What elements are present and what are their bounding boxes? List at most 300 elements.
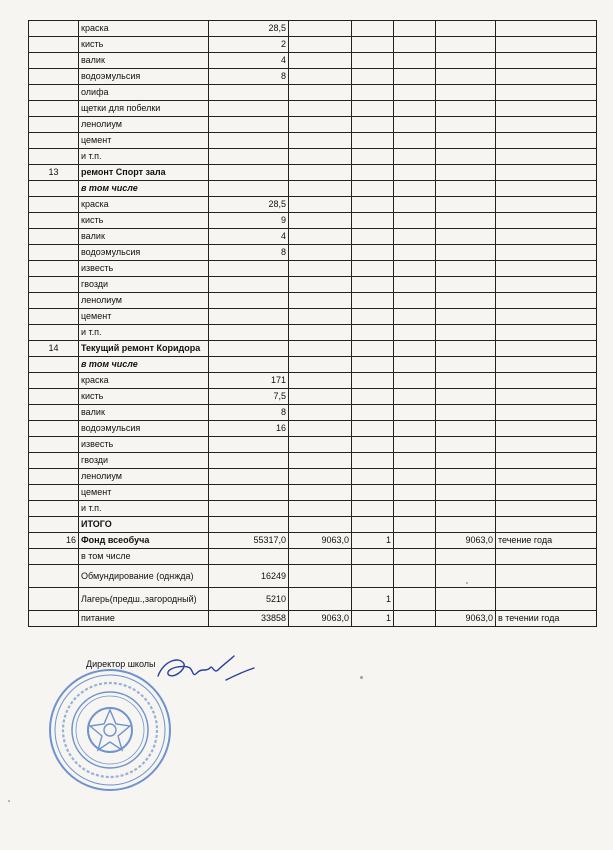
col-6-value xyxy=(436,517,496,533)
col-3-value xyxy=(289,101,352,117)
table-row xyxy=(29,213,597,229)
row-number xyxy=(29,277,79,293)
col-4-value xyxy=(352,21,394,37)
col-4-value xyxy=(352,453,394,469)
col-4-value xyxy=(352,165,394,181)
table-row xyxy=(29,611,597,627)
col-4-value xyxy=(352,85,394,101)
col-3-value xyxy=(289,421,352,437)
item-name: ремонт Спорт зала xyxy=(79,165,209,181)
col-4-value xyxy=(352,181,394,197)
col-6-value xyxy=(436,588,496,611)
col-5-value xyxy=(394,181,436,197)
row-number xyxy=(29,245,79,261)
amount xyxy=(209,149,289,165)
col-6-value: 9063,0 xyxy=(436,533,496,549)
col-5-value xyxy=(394,133,436,149)
col-5-value xyxy=(394,437,436,453)
col-4-value xyxy=(352,245,394,261)
col-4-value xyxy=(352,485,394,501)
col-3-value xyxy=(289,149,352,165)
amount: 28,5 xyxy=(209,21,289,37)
table-row xyxy=(29,277,597,293)
col-6-value xyxy=(436,373,496,389)
row-number xyxy=(29,421,79,437)
note xyxy=(496,165,597,181)
note xyxy=(496,469,597,485)
row-number xyxy=(29,611,79,627)
col-5-value xyxy=(394,53,436,69)
table-row xyxy=(29,261,597,277)
table-row xyxy=(29,293,597,309)
item-name: ленолиум xyxy=(79,117,209,133)
amount: 171 xyxy=(209,373,289,389)
col-3-value xyxy=(289,389,352,405)
col-3-value xyxy=(289,181,352,197)
col-3-value xyxy=(289,485,352,501)
item-name: в том числе xyxy=(79,181,209,197)
amount: 8 xyxy=(209,245,289,261)
col-3-value xyxy=(289,501,352,517)
note xyxy=(496,53,597,69)
table-row xyxy=(29,197,597,213)
table-row xyxy=(29,437,597,453)
col-6-value xyxy=(436,565,496,588)
table-row xyxy=(29,533,597,549)
amount xyxy=(209,309,289,325)
col-4-value xyxy=(352,517,394,533)
row-number xyxy=(29,437,79,453)
col-3-value: 9063,0 xyxy=(289,611,352,627)
col-6-value xyxy=(436,117,496,133)
col-4-value xyxy=(352,277,394,293)
col-4-value: 1 xyxy=(352,533,394,549)
col-5-value xyxy=(394,469,436,485)
item-name: ИТОГО xyxy=(79,517,209,533)
col-3-value xyxy=(289,165,352,181)
item-name: гвозди xyxy=(79,453,209,469)
col-3-value xyxy=(289,37,352,53)
col-4-value xyxy=(352,69,394,85)
col-5-value xyxy=(394,588,436,611)
note xyxy=(496,37,597,53)
col-3-value xyxy=(289,85,352,101)
item-name: краска xyxy=(79,373,209,389)
col-5-value xyxy=(394,565,436,588)
scan-speck xyxy=(466,582,468,584)
table-body xyxy=(29,21,597,627)
note xyxy=(496,213,597,229)
amount xyxy=(209,517,289,533)
note xyxy=(496,85,597,101)
col-3-value xyxy=(289,341,352,357)
item-name: олифа xyxy=(79,85,209,101)
table-row xyxy=(29,21,597,37)
col-5-value xyxy=(394,261,436,277)
note xyxy=(496,357,597,373)
col-3-value xyxy=(289,437,352,453)
table-row xyxy=(29,117,597,133)
col-6-value xyxy=(436,149,496,165)
col-5-value xyxy=(394,293,436,309)
amount: 7,5 xyxy=(209,389,289,405)
table-row xyxy=(29,517,597,533)
table-row xyxy=(29,453,597,469)
col-6-value xyxy=(436,181,496,197)
note xyxy=(496,453,597,469)
col-3-value xyxy=(289,309,352,325)
item-name: краска xyxy=(79,197,209,213)
col-6-value xyxy=(436,101,496,117)
col-3-value xyxy=(289,293,352,309)
table-row xyxy=(29,229,597,245)
col-4-value: 1 xyxy=(352,611,394,627)
row-number xyxy=(29,517,79,533)
col-4-value xyxy=(352,501,394,517)
col-5-value xyxy=(394,213,436,229)
row-number xyxy=(29,469,79,485)
col-4-value xyxy=(352,373,394,389)
note xyxy=(496,405,597,421)
row-number xyxy=(29,309,79,325)
table-row xyxy=(29,565,597,588)
row-number xyxy=(29,101,79,117)
col-3-value xyxy=(289,565,352,588)
col-3-value xyxy=(289,21,352,37)
col-3-value xyxy=(289,197,352,213)
amount xyxy=(209,501,289,517)
row-number xyxy=(29,69,79,85)
item-name: Обмундирование (однжда) xyxy=(79,565,209,588)
note xyxy=(496,485,597,501)
table-row xyxy=(29,181,597,197)
item-name: кисть xyxy=(79,389,209,405)
table-row xyxy=(29,133,597,149)
table-row xyxy=(29,421,597,437)
col-5-value xyxy=(394,309,436,325)
row-number xyxy=(29,21,79,37)
note xyxy=(496,21,597,37)
amount xyxy=(209,277,289,293)
amount xyxy=(209,85,289,101)
item-name: валик xyxy=(79,53,209,69)
item-name: в том числе xyxy=(79,357,209,373)
amount: 33858 xyxy=(209,611,289,627)
row-number xyxy=(29,325,79,341)
col-6-value xyxy=(436,325,496,341)
table-row xyxy=(29,588,597,611)
item-name: валик xyxy=(79,405,209,421)
note xyxy=(496,149,597,165)
col-6-value: 9063,0 xyxy=(436,611,496,627)
amount xyxy=(209,165,289,181)
col-5-value xyxy=(394,373,436,389)
col-4-value xyxy=(352,405,394,421)
amount xyxy=(209,293,289,309)
table-row xyxy=(29,485,597,501)
col-6-value xyxy=(436,85,496,101)
col-3-value xyxy=(289,229,352,245)
col-4-value xyxy=(352,53,394,69)
amount xyxy=(209,453,289,469)
row-number xyxy=(29,181,79,197)
note xyxy=(496,293,597,309)
col-6-value xyxy=(436,437,496,453)
col-6-value xyxy=(436,549,496,565)
note xyxy=(496,101,597,117)
col-3-value xyxy=(289,517,352,533)
col-3-value xyxy=(289,133,352,149)
item-name: водоэмульсия xyxy=(79,421,209,437)
item-name: краска xyxy=(79,21,209,37)
note xyxy=(496,373,597,389)
amount: 4 xyxy=(209,229,289,245)
col-4-value xyxy=(352,357,394,373)
col-4-value xyxy=(352,341,394,357)
amount xyxy=(209,469,289,485)
col-4-value xyxy=(352,549,394,565)
col-4-value xyxy=(352,389,394,405)
col-5-value xyxy=(394,485,436,501)
col-5-value xyxy=(394,533,436,549)
col-4-value xyxy=(352,197,394,213)
amount xyxy=(209,133,289,149)
col-6-value xyxy=(436,245,496,261)
table-row xyxy=(29,341,597,357)
note: в течении года xyxy=(496,611,597,627)
note xyxy=(496,69,597,85)
item-name: цемент xyxy=(79,485,209,501)
table-row xyxy=(29,373,597,389)
note xyxy=(496,389,597,405)
col-4-value xyxy=(352,293,394,309)
item-name: гвозди xyxy=(79,277,209,293)
col-5-value xyxy=(394,69,436,85)
row-number xyxy=(29,549,79,565)
note xyxy=(496,565,597,588)
col-3-value xyxy=(289,453,352,469)
col-4-value xyxy=(352,229,394,245)
col-5-value xyxy=(394,325,436,341)
amount: 2 xyxy=(209,37,289,53)
note xyxy=(496,501,597,517)
col-5-value xyxy=(394,149,436,165)
item-name: щетки для побелки xyxy=(79,101,209,117)
amount: 9 xyxy=(209,213,289,229)
item-name: известь xyxy=(79,261,209,277)
col-5-value xyxy=(394,549,436,565)
col-3-value xyxy=(289,325,352,341)
col-3-value xyxy=(289,357,352,373)
amount xyxy=(209,437,289,453)
col-3-value xyxy=(289,469,352,485)
amount xyxy=(209,325,289,341)
item-name: кисть xyxy=(79,37,209,53)
note xyxy=(496,277,597,293)
note: течение года xyxy=(496,533,597,549)
table-row xyxy=(29,309,597,325)
row-number xyxy=(29,149,79,165)
col-6-value xyxy=(436,69,496,85)
item-name: и т.п. xyxy=(79,501,209,517)
table-row xyxy=(29,165,597,181)
col-5-value xyxy=(394,165,436,181)
item-name: и т.п. xyxy=(79,325,209,341)
col-5-value xyxy=(394,197,436,213)
amount xyxy=(209,181,289,197)
col-6-value xyxy=(436,293,496,309)
row-number xyxy=(29,293,79,309)
col-6-value xyxy=(436,213,496,229)
table-row xyxy=(29,85,597,101)
row-number xyxy=(29,588,79,611)
item-name: Текущий ремонт Коридора xyxy=(79,341,209,357)
item-name: водоэмульсия xyxy=(79,69,209,85)
table-row xyxy=(29,469,597,485)
table-row xyxy=(29,53,597,69)
scan-speck xyxy=(360,676,363,679)
amount: 8 xyxy=(209,405,289,421)
table-row xyxy=(29,501,597,517)
note xyxy=(496,197,597,213)
signature-icon xyxy=(150,650,260,690)
table-row xyxy=(29,37,597,53)
amount: 5210 xyxy=(209,588,289,611)
row-number: 13 xyxy=(29,165,79,181)
col-5-value xyxy=(394,21,436,37)
item-name: питание xyxy=(79,611,209,627)
row-number xyxy=(29,229,79,245)
item-name: ленолиум xyxy=(79,469,209,485)
note xyxy=(496,341,597,357)
col-6-value xyxy=(436,37,496,53)
table-row xyxy=(29,357,597,373)
item-name: валик xyxy=(79,229,209,245)
item-name: известь xyxy=(79,437,209,453)
col-4-value xyxy=(352,149,394,165)
col-6-value xyxy=(436,341,496,357)
col-6-value xyxy=(436,309,496,325)
item-name: кисть xyxy=(79,213,209,229)
note xyxy=(496,261,597,277)
row-number xyxy=(29,133,79,149)
note xyxy=(496,325,597,341)
col-5-value xyxy=(394,85,436,101)
row-number xyxy=(29,117,79,133)
col-5-value xyxy=(394,501,436,517)
col-4-value xyxy=(352,469,394,485)
amount xyxy=(209,485,289,501)
col-4-value xyxy=(352,261,394,277)
row-number xyxy=(29,565,79,588)
row-number: 14 xyxy=(29,341,79,357)
col-5-value xyxy=(394,341,436,357)
col-6-value xyxy=(436,501,496,517)
note xyxy=(496,229,597,245)
item-name: Фонд всеобуча xyxy=(79,533,209,549)
col-5-value xyxy=(394,421,436,437)
amount xyxy=(209,101,289,117)
table-row xyxy=(29,149,597,165)
row-number: 16 xyxy=(29,533,79,549)
col-3-value xyxy=(289,53,352,69)
col-6-value xyxy=(436,21,496,37)
row-number xyxy=(29,405,79,421)
col-4-value xyxy=(352,133,394,149)
col-3-value xyxy=(289,549,352,565)
row-number xyxy=(29,213,79,229)
note xyxy=(496,421,597,437)
col-5-value xyxy=(394,245,436,261)
col-5-value xyxy=(394,229,436,245)
col-5-value xyxy=(394,37,436,53)
item-name: цемент xyxy=(79,309,209,325)
table-row xyxy=(29,69,597,85)
item-name: ленолиум xyxy=(79,293,209,309)
col-5-value xyxy=(394,453,436,469)
col-6-value xyxy=(436,389,496,405)
col-4-value xyxy=(352,437,394,453)
item-name: водоэмульсия xyxy=(79,245,209,261)
col-5-value xyxy=(394,611,436,627)
note xyxy=(496,117,597,133)
row-number xyxy=(29,453,79,469)
col-3-value xyxy=(289,213,352,229)
table-row xyxy=(29,389,597,405)
amount: 16249 xyxy=(209,565,289,588)
col-6-value xyxy=(436,261,496,277)
col-6-value xyxy=(436,469,496,485)
note xyxy=(496,181,597,197)
col-4-value xyxy=(352,37,394,53)
col-5-value xyxy=(394,277,436,293)
col-4-value xyxy=(352,325,394,341)
col-5-value xyxy=(394,117,436,133)
col-3-value xyxy=(289,261,352,277)
note xyxy=(496,133,597,149)
table-row xyxy=(29,549,597,565)
note xyxy=(496,588,597,611)
amount xyxy=(209,341,289,357)
note xyxy=(496,245,597,261)
col-3-value xyxy=(289,588,352,611)
budget-table xyxy=(28,20,597,627)
col-4-value xyxy=(352,421,394,437)
col-6-value xyxy=(436,197,496,213)
amount xyxy=(209,357,289,373)
col-4-value xyxy=(352,213,394,229)
signer-title: Директор школы xyxy=(86,659,156,669)
amount xyxy=(209,261,289,277)
col-4-value xyxy=(352,117,394,133)
col-3-value: 9063,0 xyxy=(289,533,352,549)
item-name: Лагерь(предш.,загородный) xyxy=(79,588,209,611)
col-5-value xyxy=(394,101,436,117)
col-3-value xyxy=(289,245,352,261)
item-name: цемент xyxy=(79,133,209,149)
col-6-value xyxy=(436,357,496,373)
row-number xyxy=(29,485,79,501)
row-number xyxy=(29,373,79,389)
table-row xyxy=(29,405,597,421)
row-number xyxy=(29,37,79,53)
row-number xyxy=(29,197,79,213)
col-3-value xyxy=(289,373,352,389)
row-number xyxy=(29,389,79,405)
col-5-value xyxy=(394,517,436,533)
col-6-value xyxy=(436,229,496,245)
table-row xyxy=(29,325,597,341)
